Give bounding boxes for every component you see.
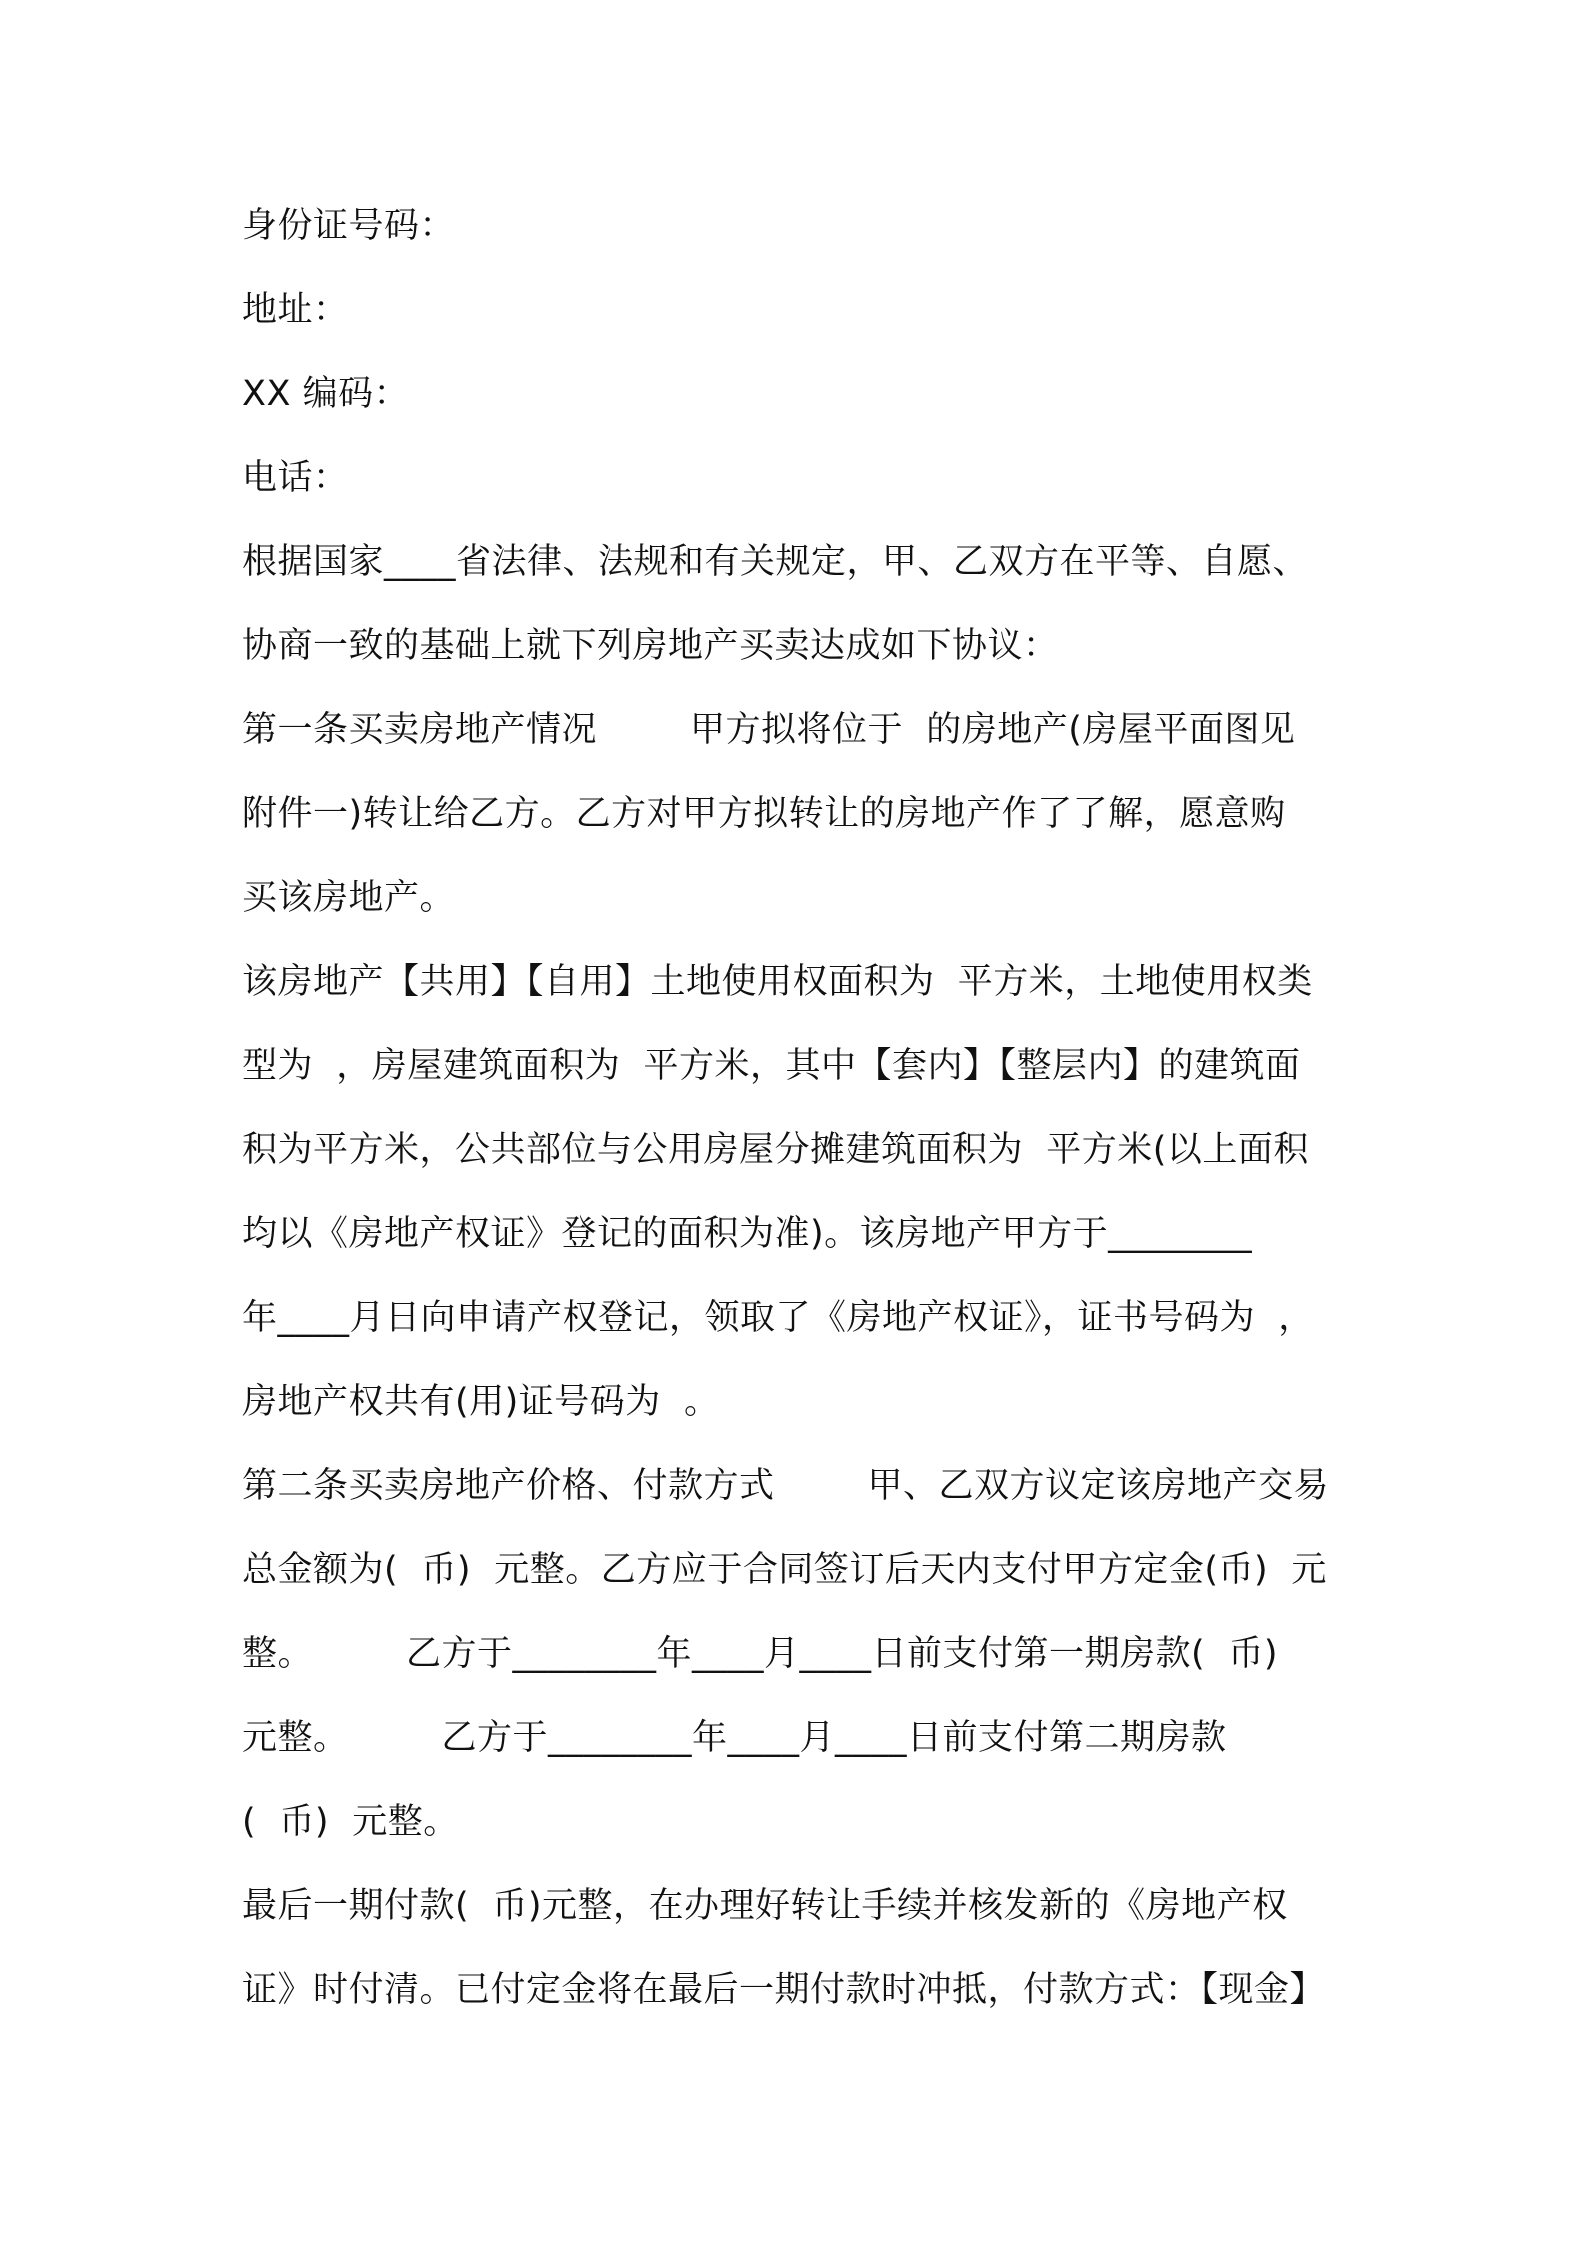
article-two-line: 整。 乙方于________年____月____日前支付第一期房款( 币)	[242, 1634, 1279, 1674]
phone-line: 电话：	[242, 458, 349, 498]
article-two-line: 元整。 乙方于________年____月____日前支付第二期房款	[242, 1718, 1227, 1758]
final-payment-line: 证》时付清。已付定金将在最后一期付款时冲抵，付款方式：【现金】	[242, 1970, 1326, 2010]
postal-code-line: XX 编码：	[242, 374, 410, 414]
area-paragraph-line: 均以《房地产权证》登记的面积为准)。该房地产甲方于________	[242, 1214, 1253, 1254]
article-one-line: 买该房地产。	[242, 878, 456, 918]
area-paragraph-line: 该房地产【共用】【自用】土地使用权面积为 平方米，土地使用权类	[242, 962, 1313, 1002]
article-two-line: ( 币) 元整。	[242, 1802, 459, 1842]
area-paragraph-line: 房地产权共有(用)证号码为 。	[242, 1382, 720, 1422]
id-number-line: 身份证号码：	[242, 206, 456, 246]
article-two-line: 总金额为( 币) 元整。乙方应于合同签订后天内支付甲方定金(币) 元	[242, 1550, 1327, 1590]
area-paragraph-line: 型为 ，房屋建筑面积为 平方米，其中【套内】【整层内】的建筑面	[242, 1046, 1301, 1086]
area-paragraph-line: 积为平方米，公共部位与公用房屋分摊建筑面积为 平方米(以上面积	[242, 1130, 1309, 1170]
article-two-line: 第二条买卖房地产价格、付款方式 甲、乙双方议定该房地产交易	[242, 1466, 1330, 1506]
paragraph-line: 根据国家____省法律、法规和有关规定，甲、乙双方在平等、自愿、	[242, 542, 1309, 582]
paragraph-line: 协商一致的基础上就下列房地产买卖达成如下协议：	[242, 626, 1059, 666]
final-payment-line: 最后一期付款( 币)元整，在办理好转让手续并核发新的《房地产权	[242, 1886, 1288, 1926]
area-paragraph-line: 年____月日向申请产权登记，领取了《房地产权证》，证书号码为 ，	[242, 1298, 1314, 1338]
article-one-line: 第一条买卖房地产情况 甲方拟将位于 的房地产(房屋平面图见	[242, 710, 1296, 750]
article-one-line: 附件一)转让给乙方。乙方对甲方拟转让的房地产作了了解，愿意购	[242, 794, 1286, 834]
address-line: 地址：	[242, 290, 349, 330]
